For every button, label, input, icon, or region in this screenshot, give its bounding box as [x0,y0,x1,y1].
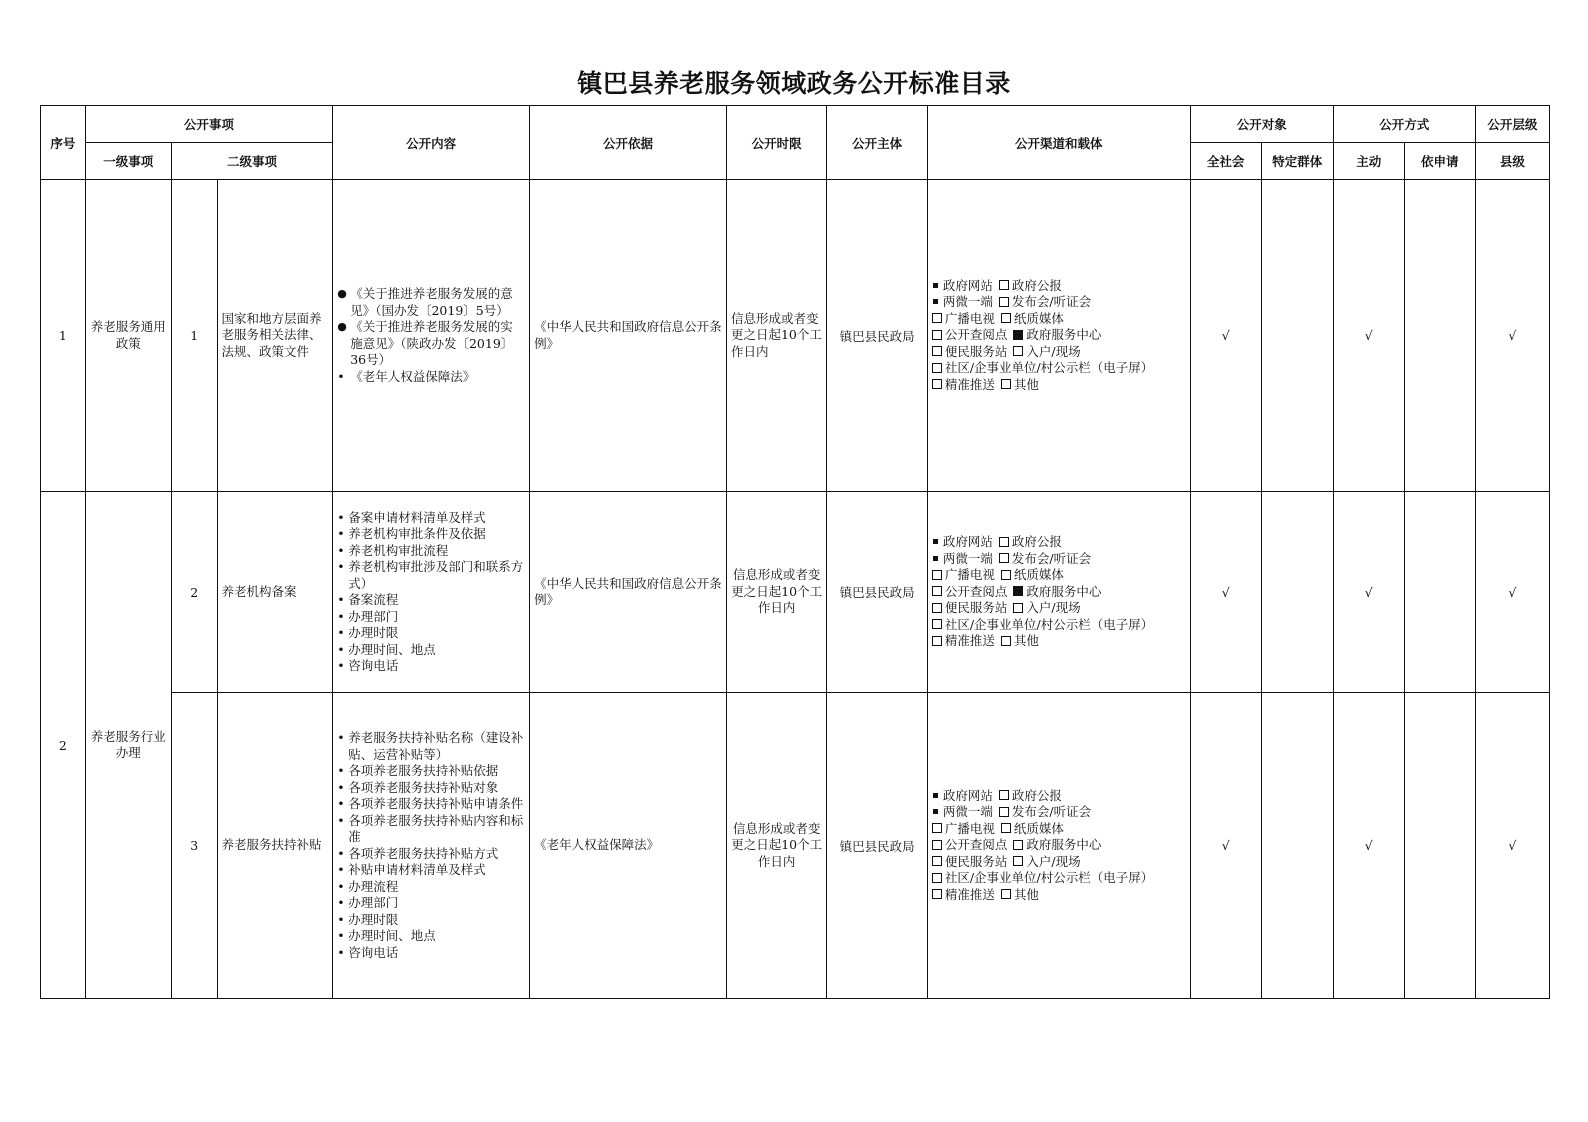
row-level2: 国家和地方层面养老服务相关法律、法规、政策文件 [217,180,333,492]
header-target-all: 全社会 [1190,143,1261,180]
row-mode-request [1404,180,1475,492]
checked-square-icon [933,556,938,561]
row-level-county: √ [1475,492,1549,693]
checkbox-icon [932,363,942,373]
table-row [41,693,1550,999]
checkbox-icon [932,603,942,613]
content-item: • 各项养老服务扶持补贴依据 [337,763,525,780]
checkbox-icon [1013,856,1023,866]
row-channels: 政府网站 政府公报 两微一端 发布会/听证会 广播电视 纸质媒体 公开查阅点 政府服务中心 便民服务站 入户/现场 社区/企事业单位/村公示栏（电子屏） 精准推送 其他 [927,492,1190,693]
row-basis: 《中华人民共和国政府信息公开条例》 [530,492,727,693]
header-basis: 公开依据 [530,106,727,180]
row-target-specific [1261,180,1333,492]
content-item: • 各项养老服务扶持补贴内容和标准 [337,813,525,846]
page-title: 镇巴县养老服务领域政务公开标准目录 [577,69,1011,98]
header-level-county: 县级 [1475,143,1549,180]
row-content [333,180,530,492]
header-target-specific: 特定群体 [1261,143,1333,180]
header-mode-active: 主动 [1333,143,1404,180]
checkbox-icon [1001,823,1011,833]
header-item-group: 公开事项 [85,106,333,143]
header-mode-request: 依申请 [1404,143,1475,180]
header-channel: 公开渠道和载体 [927,106,1190,180]
row-level1: 养老服务行业办理 [85,492,171,999]
row-time-limit: 信息形成或者变更之日起10个工作日内 [726,693,826,999]
checkbox-icon [1001,889,1011,899]
row-level-county: √ [1475,180,1549,492]
checkbox-icon [999,790,1009,800]
row-seq: 2 [41,492,86,999]
checked-square-icon [933,809,938,814]
row-sub-seq: 3 [171,693,217,999]
content-item: • 备案流程 [337,592,525,609]
content-item: • 各项养老服务扶持补贴对象 [337,780,525,797]
content-item: • 各项养老服务扶持补贴方式 [337,846,525,863]
row-mode-active: √ [1333,492,1404,693]
row-level2: 养老机构备案 [217,492,333,693]
checkbox-icon [932,873,942,883]
checkbox-icon [1001,570,1011,580]
content-item: • 《老年人权益保障法》 [337,369,525,386]
row-time-limit: 信息形成或者变更之日起10个工作日内 [726,180,826,492]
checkbox-icon [932,586,942,596]
row-target-all: √ [1190,693,1261,999]
row-level1: 养老服务通用政策 [85,180,171,492]
row-subject: 镇巴县民政局 [827,693,927,999]
row-channels: 政府网站 政府公报 两微一端 发布会/听证会 广播电视 纸质媒体 公开查阅点 政府服务中心 便民服务站 入户/现场 社区/企事业单位/村公示栏（电子屏） 精准推送 其他 [927,180,1190,492]
checkbox-icon [1013,603,1023,613]
checkbox-icon [1013,840,1023,850]
checkbox-icon [999,807,1009,817]
checkbox-icon [1001,313,1011,323]
row-target-all: √ [1190,180,1261,492]
row-basis: 《中华人民共和国政府信息公开条例》 [530,180,727,492]
header-content: 公开内容 [333,106,530,180]
checkbox-icon [932,346,942,356]
content-item: • 养老机构审批涉及部门和联系方式） [337,559,525,592]
row-content [333,693,530,999]
checkbox-icon [1001,636,1011,646]
row-channels: 政府网站 政府公报 两微一端 发布会/听证会 广播电视 纸质媒体 公开查阅点 政府服务中心 便民服务站 入户/现场 社区/企事业单位/村公示栏（电子屏） 精准推送 其他 [927,693,1190,999]
checkbox-icon [932,313,942,323]
content-item: ● 《关于推进养老服务发展的意见》（国办发〔2019〕5号） [337,286,525,319]
header-level2: 二级事项 [171,143,332,180]
header-subject: 公开主体 [827,106,927,180]
row-sub-seq: 2 [171,492,217,693]
checked-square-icon [933,283,938,288]
checked-box-icon [1013,330,1023,340]
row-subject: 镇巴县民政局 [827,492,927,693]
content-item: • 补贴申请材料清单及样式 [337,862,525,879]
row-level-county: √ [1475,693,1549,999]
checkbox-icon [932,840,942,850]
checkbox-icon [932,823,942,833]
table-row [41,492,1550,693]
header-target-group: 公开对象 [1190,106,1333,143]
table-row [41,180,1550,492]
header-time-limit: 公开时限 [726,106,826,180]
content-item: • 备案申请材料清单及样式 [337,510,525,527]
row-mode-request [1404,693,1475,999]
checked-square-icon [933,299,938,304]
checkbox-icon [999,553,1009,563]
row-time-limit: 信息形成或者变更之日起10个工作日内 [726,492,826,693]
row-level2: 养老服务扶持补贴 [217,693,333,999]
checkbox-icon [932,619,942,629]
content-item: • 办理时间、地点 [337,928,525,945]
row-mode-active: √ [1333,693,1404,999]
header-mode-group: 公开方式 [1333,106,1475,143]
header-level1: 一级事项 [85,143,171,180]
catalog-table [40,105,1550,999]
content-item: • 咨询电话 [337,945,525,962]
checkbox-icon [1001,379,1011,389]
content-item: • 办理时限 [337,912,525,929]
checkbox-icon [999,297,1009,307]
row-target-specific [1261,693,1333,999]
checkbox-icon [932,330,942,340]
checkbox-icon [999,280,1009,290]
checked-square-icon [933,793,938,798]
checkbox-icon [999,537,1009,547]
checkbox-icon [1013,346,1023,356]
row-target-specific [1261,492,1333,693]
content-item: ● 《关于推进养老服务发展的实施意见》（陕政办发〔2019〕36号） [337,319,525,369]
row-content [333,492,530,693]
row-sub-seq: 1 [171,180,217,492]
checkbox-icon [932,570,942,580]
content-item: • 各项养老服务扶持补贴申请条件 [337,796,525,813]
checkbox-icon [932,856,942,866]
content-item: • 养老服务扶持补贴名称（建设补贴、运营补贴等） [337,730,525,763]
header-seq: 序号 [41,106,86,180]
row-mode-active: √ [1333,180,1404,492]
content-item: • 办理部门 [337,895,525,912]
checked-box-icon [1013,586,1023,596]
checkbox-icon [932,379,942,389]
row-mode-request [1404,492,1475,693]
content-item: • 养老机构审批条件及依据 [337,526,525,543]
checkbox-icon [932,889,942,899]
content-item: • 办理时间、地点 [337,642,525,659]
content-item: • 办理时限 [337,625,525,642]
row-target-all: √ [1190,492,1261,693]
row-basis: 《老年人权益保障法》 [530,693,727,999]
header-level-group: 公开层级 [1475,106,1549,143]
row-subject: 镇巴县民政局 [827,180,927,492]
content-item: • 办理流程 [337,879,525,896]
checkbox-icon [932,636,942,646]
content-item: • 养老机构审批流程 [337,543,525,560]
content-item: • 咨询电话 [337,658,525,675]
checked-square-icon [933,539,938,544]
content-item: • 办理部门 [337,609,525,626]
row-seq: 1 [41,180,86,492]
